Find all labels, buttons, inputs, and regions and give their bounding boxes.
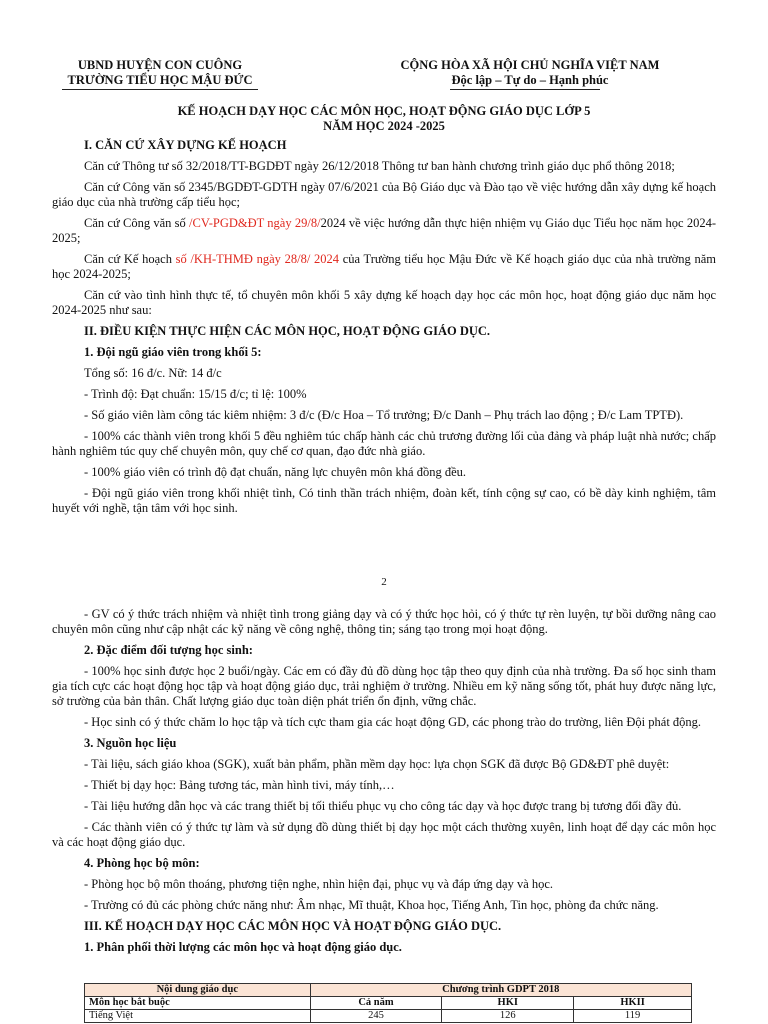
staff-item-1: Tổng số: 16 đ/c. Nữ: 14 đ/c — [84, 366, 222, 380]
table-header-row — [85, 984, 692, 997]
staff-item-continued: - GV có ý thức trách nhiệm và nhiệt tình trong giảng dạy và có ý thức học hỏi, có ý thức tự rèn luyện, tự bồi dưỡng nâng cao chuyên môn cũng như cập nhật các kỹ năng về công nghệ, thông tin; sáng tạo trong mọi hoạt động. — [52, 607, 716, 636]
table-cell-hk1: 126 — [442, 1010, 574, 1023]
body-page-1 — [52, 138, 716, 522]
table-header-content: Nội dung giáo dục — [85, 984, 311, 997]
national-motto: Độc lập – Tự do – Hạnh phúc — [451, 73, 609, 87]
title-line-2: NĂM HỌC 2024 -2025 — [323, 119, 445, 133]
subsection-2-2-heading: 2. Đặc điểm đối tượng học sinh: — [84, 643, 253, 657]
resource-item-1: - Tài liệu, sách giáo khoa (SGK), xuất bản phẩm, phần mềm dạy học: lựa chọn SGK đã được Bộ GD&ĐT phê duyệt: — [84, 757, 670, 771]
body-page-2 — [52, 607, 716, 961]
basis-4-text-a: Căn cứ Kế hoạch — [84, 252, 176, 266]
basis-paragraph-5: Căn cứ vào tình hình thực tế, tổ chuyên môn khối 5 xây dựng kế hoạch dạy học các môn học, hoạt động giáo dục năm học 2024-2025 như sau: — [52, 288, 716, 317]
document-title — [0, 104, 768, 134]
table-subheader-hk2: HKII — [574, 997, 692, 1010]
basis-3-reference: /CV-PGD&ĐT ngày 29/8/ — [189, 216, 321, 230]
motto-underline — [450, 89, 600, 90]
resource-item-2: - Thiết bị dạy học: Bảng tương tác, màn hình tivi, máy tính,… — [84, 778, 395, 792]
basis-paragraph-1: Căn cứ Thông tư số 32/2018/TT-BGDĐT ngày 26/12/2018 Thông tư ban hành chương trình giáo dục phổ thông 2018; — [84, 159, 675, 173]
staff-item-3: - Số giáo viên làm công tác kiêm nhiệm: 3 đ/c (Đ/c Hoa – Tổ trưởng; Đ/c Danh – Phụ trách lao động ; Đ/c Lam TPTĐ). — [84, 408, 684, 422]
basis-paragraph-3 — [52, 216, 716, 246]
table-subheader-subject: Môn học bắt buộc — [85, 997, 311, 1010]
table-subheader-year: Cả năm — [310, 997, 442, 1010]
student-item-2: - Học sinh có ý thức chăm lo học tập và tích cực tham gia các hoạt động GD, các phong trào do trường, liên Đội phát động. — [84, 715, 702, 729]
section-3-heading: III. KẾ HOẠCH DẠY HỌC CÁC MÔN HỌC VÀ HOẠT ĐỘNG GIÁO DỤC. — [84, 919, 502, 933]
basis-paragraph-4 — [52, 252, 716, 282]
table-cell-subject: Tiếng Việt — [85, 1010, 311, 1023]
national-name: CỘNG HÒA XÃ HỘI CHỦ NGHĨA VIỆT NAM — [400, 58, 660, 72]
subsection-2-4-heading: 4. Phòng học bộ môn: — [84, 856, 200, 870]
room-item-1: - Phòng học bộ môn thoáng, phương tiện nghe, nhìn hiện đại, phục vụ và đáp ứng dạy và học. — [84, 877, 554, 891]
section-2-heading: II. ĐIỀU KIỆN THỰC HIỆN CÁC MÔN HỌC, HOẠT ĐỘNG GIÁO DỤC. — [84, 324, 491, 338]
section-1-heading: I. CĂN CỨ XÂY DỰNG KẾ HOẠCH — [84, 138, 287, 152]
basis-4-text-b: của Trường tiểu học Mậu Đức về Kế hoạch giáo dục của nhà trường năm học 2024-2025; — [52, 252, 716, 281]
time-allocation-table — [84, 983, 692, 1023]
basis-4-reference: số /KH-THMĐ ngày 28/8/ 2024 — [175, 252, 339, 266]
resource-item-4: - Các thành viên có ý thức tự làm và sử dụng đồ dùng thiết bị dạy học một cách thường xuyên, linh hoạt để dạy các môn học và các hoạt động giáo dục. — [52, 820, 716, 849]
title-line-1: KẾ HOẠCH DẠY HỌC CÁC MÔN HỌC, HOẠT ĐỘNG GIÁO DỤC LỚP 5 — [177, 104, 591, 118]
basis-3-text-b: 2024 về việc hướng dẫn thực hiện nhiệm vụ Giáo dục Tiểu học năm học 2024-2025; — [52, 216, 716, 245]
basis-paragraph-2: Căn cứ Công văn số 2345/BGDĐT-GDTH ngày 07/6/2021 của Bộ Giáo dục và Đào tạo về việc hướng dẫn xây dựng kế hoạch giáo dục của nhà trường cấp tiểu học; — [52, 180, 716, 209]
table-cell-hk2: 119 — [574, 1010, 692, 1023]
issuer-authority: UBND HUYỆN CON CUÔNG — [77, 58, 243, 72]
basis-3-text-a: Căn cứ Công văn số — [84, 216, 190, 230]
table-subheader-row — [85, 997, 692, 1010]
national-header — [375, 58, 685, 88]
table-cell-year: 245 — [310, 1010, 442, 1023]
resource-item-3: - Tài liệu hướng dẫn học và các trang thiết bị tối thiểu phục vụ cho công tác dạy và học được trang bị tương đối đầy đủ. — [84, 799, 682, 813]
staff-item-5: - 100% giáo viên có trình độ đạt chuẩn, năng lực chuyên môn khá đồng đều. — [84, 465, 467, 479]
staff-item-4: - 100% các thành viên trong khối 5 đều nghiêm túc chấp hành các chủ trương đường lối của đảng và pháp luật nhà nước; chấp hành nghiêm túc quy chế chuyên môn, quy chế cơ quan, đạo đức nhà giáo. — [52, 429, 716, 458]
table-header-program: Chương trình GDPT 2018 — [310, 984, 691, 997]
subsection-2-1-heading: 1. Đội ngũ giáo viên trong khối 5: — [84, 345, 262, 359]
room-item-2: - Trường có đủ các phòng chức năng như: Âm nhạc, Mĩ thuật, Khoa học, Tiếng Anh, Tin học, phòng đa chức năng. — [84, 898, 659, 912]
issuer-underline — [62, 89, 258, 90]
staff-item-2: - Trình độ: Đạt chuẩn: 15/15 đ/c; tỉ lệ: 100% — [84, 387, 307, 401]
staff-item-6: - Đội ngũ giáo viên trong khối nhiệt tình, Có tinh thần trách nhiệm, đoàn kết, tính cộng sự cao, có bề dày kinh nghiệm, tâm huyết với nghề, tận tâm với học sinh. — [52, 486, 716, 515]
subsection-2-3-heading: 3. Nguồn học liệu — [84, 736, 177, 750]
issuer-header — [40, 58, 280, 88]
issuer-school: TRƯỜNG TIỂU HỌC MẬU ĐỨC — [67, 73, 253, 87]
student-item-1: - 100% học sinh được học 2 buổi/ngày. Các em có đầy đủ đồ dùng học tập theo quy định của nhà trường. Đa số học sinh tham gia tích cực các hoạt động học tập và hoạt động giáo dục, trải nghiệm ở trường. Nhiều em kỹ năng sống tốt, phát huy được năng lực, sở trường của bản thân. Chất lượng giáo dục toàn diện phát triển ổn định, vững chắc. — [52, 664, 716, 708]
page-number: 2 — [381, 576, 387, 588]
table-subheader-hk1: HKI — [442, 997, 574, 1010]
table-row — [85, 1010, 692, 1023]
subsection-3-1-heading: 1. Phân phối thời lượng các môn học và hoạt động giáo dục. — [84, 940, 402, 954]
